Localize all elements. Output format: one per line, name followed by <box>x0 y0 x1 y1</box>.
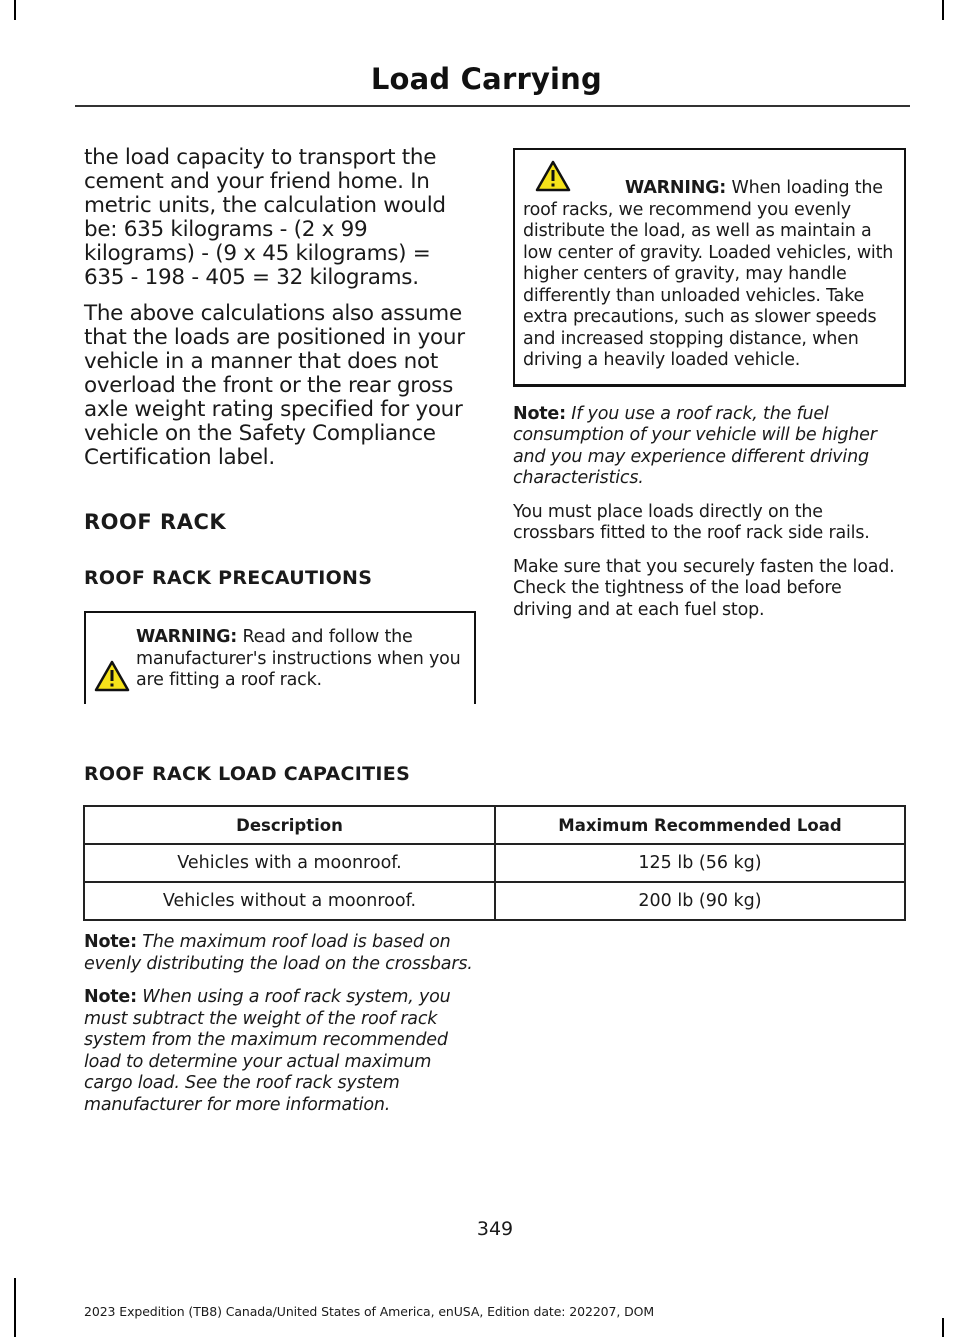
warning-line <box>94 627 464 692</box>
warning-label: WARNING: <box>136 627 238 647</box>
subsection-heading: ROOF RACK PRECAUTIONS <box>84 567 373 589</box>
header-divider <box>75 105 910 107</box>
paragraph: The above calculations also assume that the loads are positioned in your vehicle in a manner that does not overload the front or the rear gross axle weight rating specified for your vehicle on the Safety Compliance Certification label. <box>84 301 465 470</box>
table-row <box>84 882 905 920</box>
warning-box <box>84 611 476 704</box>
warning-label: WARNING: <box>625 178 727 198</box>
crop-mark <box>14 0 16 20</box>
page-title: Load Carrying <box>370 62 602 96</box>
crop-mark <box>14 1278 16 1337</box>
paragraph: the load capacity to transport the cement and your friend home. In metric units, the calculation would be: 635 kilograms - (2 x 99 kilograms) - (9 x 45 kilograms) = 635 - 198 - 405 = 32 kilograms. <box>84 145 446 290</box>
crop-mark <box>942 1318 944 1337</box>
paragraph: You must place loads directly on the crossbars fitted to the roof rack side rails. <box>513 501 870 543</box>
table-row <box>84 844 905 882</box>
column-header: Description <box>84 806 495 844</box>
warning-triangle-icon <box>94 660 130 692</box>
page-number: 349 <box>476 1218 514 1240</box>
warning-box <box>513 148 906 387</box>
table-cell: 125 lb (56 kg) <box>495 844 905 882</box>
note <box>84 932 476 975</box>
note-label: Note: <box>84 987 137 1007</box>
note-text: When using a roof rack system, you must subtract the weight of the roof rack system from the maximum recommended load to determine your actual maximum cargo load. See the roof rack system manufacturer for more information. <box>84 987 451 1115</box>
warning-text: When loading the roof racks, we recommend you evenly distribute the load, as well as maintain a low center of gravity. Loaded vehicles, with higher centers of gravity, may handle differently than unloaded vehicles. Take extra precautions, such as slower speeds and increased stopping distance, when driving a heavily loaded vehicle. <box>523 178 894 370</box>
note-text: If you use a roof rack, the fuel consumption of your vehicle will be higher and you may experience different driving characteristics. <box>513 403 877 488</box>
section-heading: ROOF RACK <box>84 510 227 534</box>
table-cell: Vehicles without a moonroof. <box>84 882 495 920</box>
table-cell: Vehicles with a moonroof. <box>84 844 495 882</box>
right-column <box>513 146 906 633</box>
note-label: Note: <box>513 403 566 424</box>
warning-text: Read and follow the manufacturer's instructions when you are fitting a roof rack. <box>136 627 461 690</box>
warning-content <box>523 178 894 372</box>
note <box>84 987 476 1116</box>
paragraph: Make sure that you securely fasten the load. Check the tightness of the load before driving and at each fuel stop. <box>513 556 895 620</box>
crop-mark <box>942 0 944 20</box>
load-capacity-table <box>83 805 906 921</box>
notes-section <box>84 932 476 1128</box>
footer-text: 2023 Expedition (TB8) Canada/United States of America, enUSA, Edition date: 202207, DOM <box>84 1304 655 1319</box>
note-label: Note: <box>84 932 137 952</box>
table-cell: 200 lb (90 kg) <box>495 882 905 920</box>
note-text: The maximum roof load is based on evenly distributing the load on the crossbars. <box>84 932 473 974</box>
warning-triangle-icon <box>535 160 571 192</box>
left-column <box>84 146 476 704</box>
note <box>513 404 906 490</box>
section-heading: ROOF RACK LOAD CAPACITIES <box>84 763 411 785</box>
column-header: Maximum Recommended Load <box>495 806 905 844</box>
table-header-row <box>84 806 905 844</box>
